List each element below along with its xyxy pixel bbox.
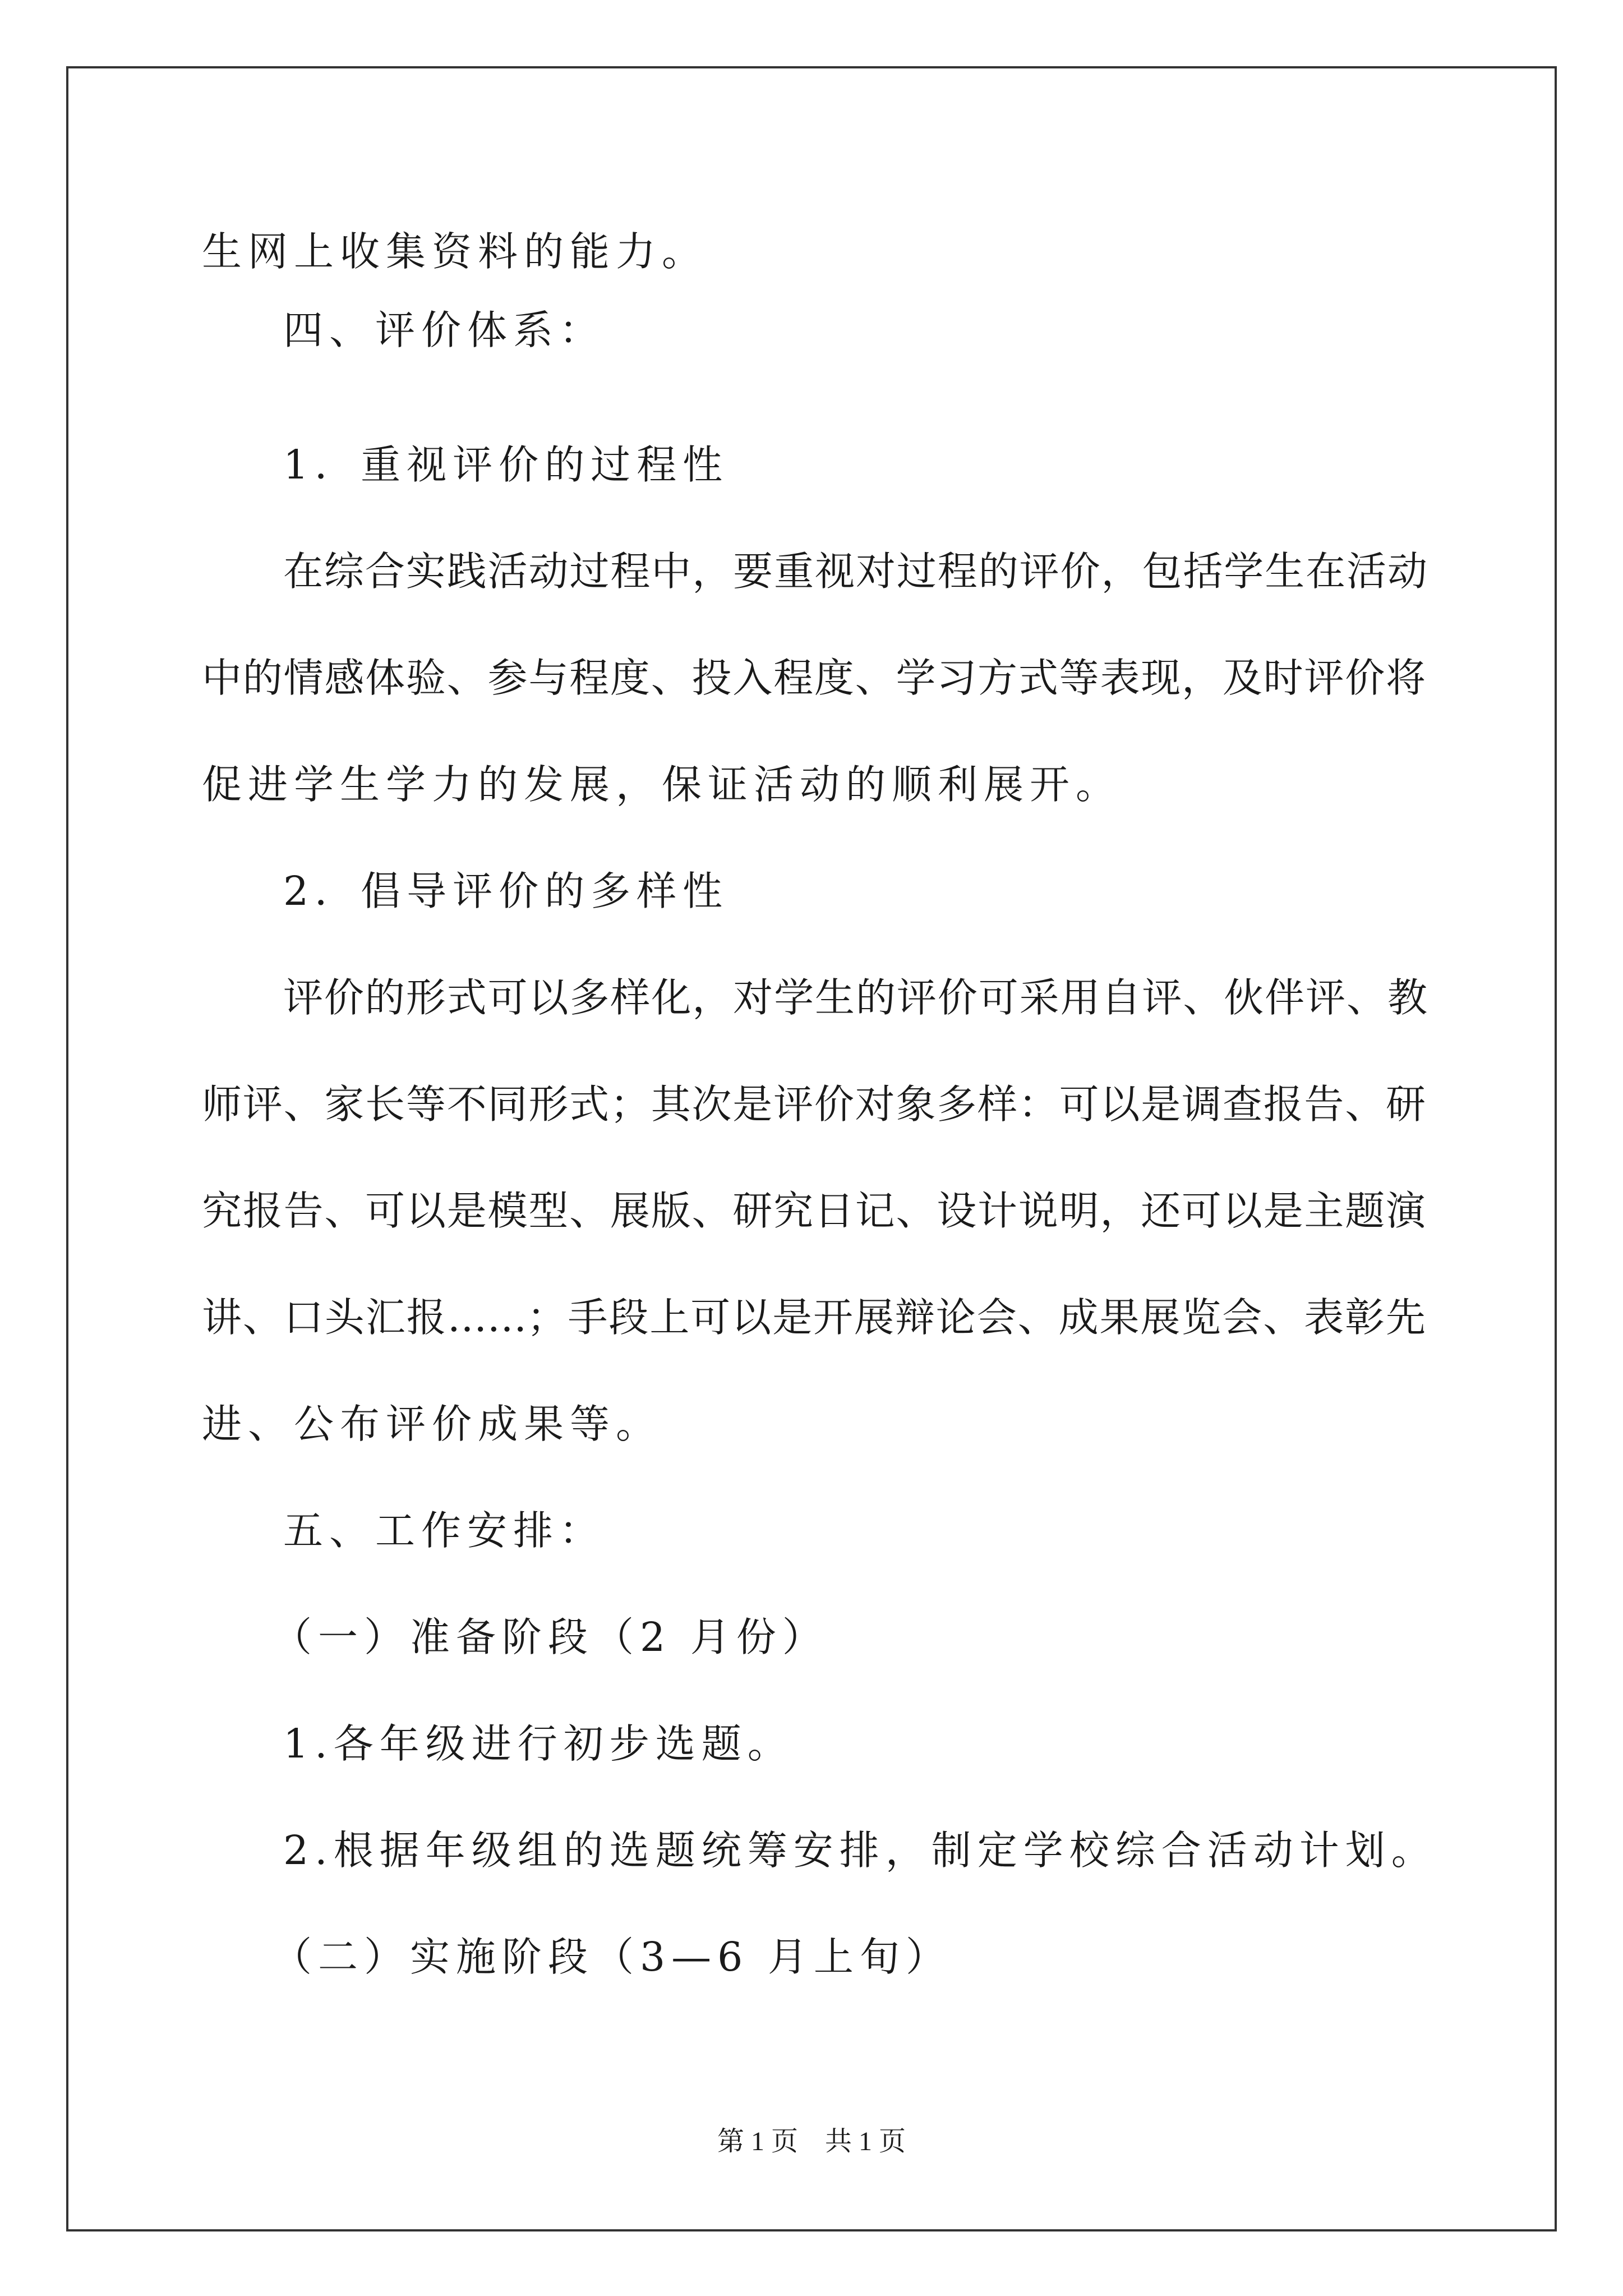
page-footer: 第 1 页 共 1 页 [717, 2127, 906, 2156]
subsection-heading: （一）准备阶段（2 月份） [272, 1614, 828, 1660]
list-item: 2.根据年级组的选题统筹安排，制定学校综合活动计划。 [283, 1827, 1437, 1874]
section-heading: 五、工作安排： [283, 1507, 606, 1554]
paragraph-line: 生网上收集资料的能力。 [202, 228, 708, 275]
paragraph-line: 促进学生学力的发展，保证活动的顺利展开。 [202, 761, 1122, 808]
paragraph-line: 中的情感体验、参与程度、投入程度、学习方式等表现，及时评价将 [202, 655, 1426, 701]
paragraph-line: 在综合实践活动过程中，要重视对过程的评价，包括学生在活动 [283, 548, 1427, 595]
paragraph-line: 进、公布评价成果等。 [202, 1401, 662, 1447]
list-item: 1.各年级进行初步选题。 [283, 1720, 794, 1767]
page-border [66, 66, 1557, 2231]
section-heading: 四、评价体系： [283, 307, 606, 353]
subsection-heading: 2．倡导评价的多样性 [283, 868, 729, 914]
subsection-heading: （二）实施阶段（3—6 月上旬） [272, 1934, 952, 1980]
paragraph-line: 究报告、可以是模型、展版、研究日记、设计说明，还可以是主题演 [202, 1188, 1426, 1234]
subsection-heading: 1．重视评价的过程性 [283, 441, 729, 488]
paragraph-line: 评价的形式可以多样化，对学生的评价可采用自评、伙伴评、教 [283, 974, 1427, 1021]
paragraph-line: 讲、口头汇报……；手段上可以是开展辩论会、成果展览会、表彰先 [202, 1294, 1426, 1341]
paragraph-line: 师评、家长等不同形式；其次是评价对象多样：可以是调查报告、研 [202, 1081, 1426, 1128]
